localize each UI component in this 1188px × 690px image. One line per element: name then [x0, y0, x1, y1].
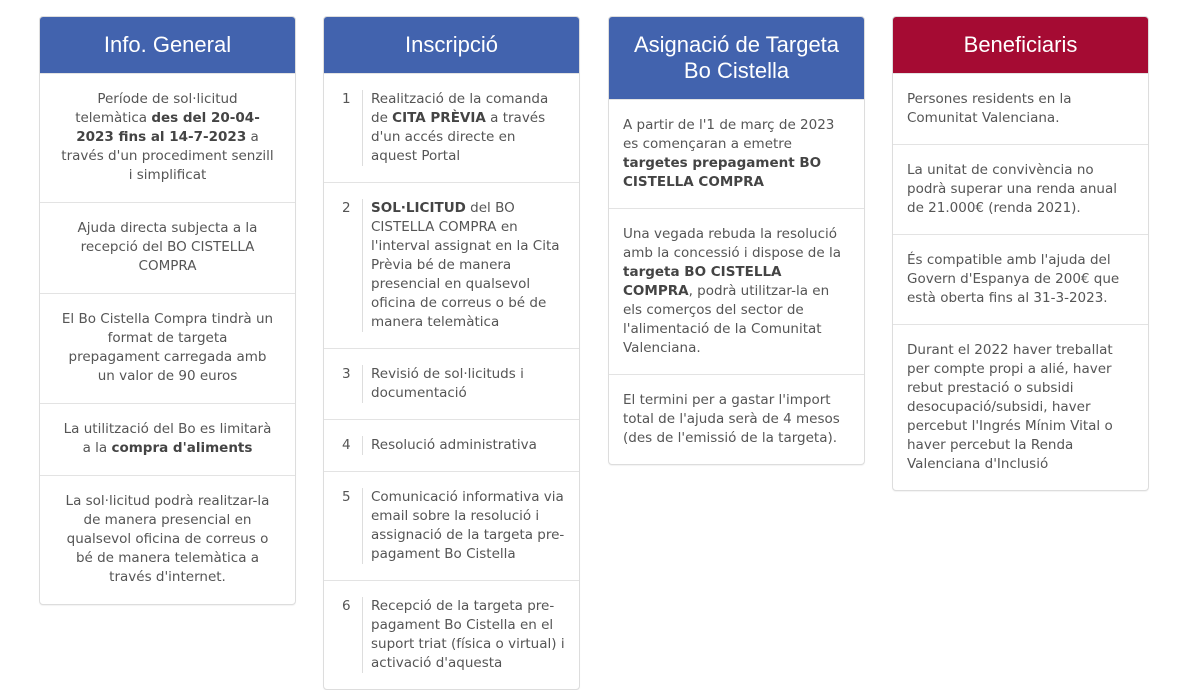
- step-text: Comunicació informativa via email sobre la resolució i assignació de la targeta pre-pagament Bo Cistella: [371, 489, 565, 562]
- step-number: 5: [342, 488, 363, 564]
- step-item: [324, 73, 579, 182]
- step-text: Recepció de la targeta pre-pagament Bo Cistella en el suport triat (física o virtual) i activació d'aquesta: [371, 598, 565, 671]
- step-number: 4: [342, 436, 363, 455]
- step-item: [324, 348, 579, 419]
- step-item: [324, 182, 579, 348]
- list-item: La utilització del Bo es limitarà a la compra d'aliments: [40, 403, 295, 475]
- list-item: El termini per a gastar l'import total de l'ajuda serà de 4 mesos (des de l'emissió de la targeta).: [609, 374, 864, 464]
- step-text: Resolució administrativa: [371, 437, 537, 453]
- step-number: 2: [342, 199, 363, 332]
- list-item: Persones residents en la Comunitat Valenciana.: [893, 73, 1148, 144]
- card-title-asignacio-targeta: Asignació de Targeta Bo Cistella: [609, 17, 864, 99]
- list-item: Una vegada rebuda la resolució amb la concessió i dispose de la targeta BO CISTELLA COMPRA, podrà utilitzar-la en els comerços del sector de l'alimentació de la Comunitat Valenciana.: [609, 208, 864, 374]
- list-item: És compatible amb l'ajuda del Govern d'Espanya de 200€ que està oberta fins al 31-3-2023.: [893, 234, 1148, 324]
- list-item: La sol·licitud podrà realitzar-la de manera presencial en qualsevol oficina de correus o bé de manera telemàtica a través d'internet.: [40, 475, 295, 604]
- card-title-info-general: Info. General: [40, 17, 295, 73]
- card-asignacio-targeta: [608, 16, 865, 465]
- step-number: 1: [342, 90, 363, 166]
- card-title-inscripcio: Inscripció: [324, 17, 579, 73]
- card-inscripcio: [323, 16, 580, 690]
- step-item: [324, 419, 579, 471]
- step-text: Realització de la comanda de CITA PRÈVIA a través d'un accés directe en aquest Portal: [371, 91, 549, 164]
- list-item: La unitat de convivència no podrà superar una renda anual de 21.000€ (renda 2021).: [893, 144, 1148, 234]
- list-item: El Bo Cistella Compra tindrà un format de targeta prepagament carregada amb un valor de 90 euros: [40, 293, 295, 403]
- step-text: SOL·LICITUD del BO CISTELLA COMPRA en l'interval assignat en la Cita Prèvia bé de manera presencial en qualsevol oficina de correus o bé de manera telemàtica: [371, 200, 560, 330]
- card-info-general: [39, 16, 296, 605]
- step-text: Revisió de sol·licituds i documentació: [371, 366, 524, 401]
- step-number: 6: [342, 597, 363, 673]
- step-item: [324, 580, 579, 689]
- step-item: [324, 471, 579, 580]
- card-beneficiaris: [892, 16, 1149, 491]
- list-item: Durant el 2022 haver treballat per compte propi a alié, haver rebut prestació o subsidi desocupació/subsidi, haver percebut l'Ingrés Mínim Vital o haver percebut la Renda Valenciana d'Inclusió: [893, 324, 1148, 490]
- list-item: Període de sol·licitud telemàtica des del 20-04-2023 fins al 14-7-2023 a través d'un procediment senzill i simplificat: [40, 73, 295, 202]
- list-item: A partir de l'1 de març de 2023 es començaran a emetre targetes prepagament BO CISTELLA COMPRA: [609, 99, 864, 208]
- list-item: Ajuda directa subjecta a la recepció del BO CISTELLA COMPRA: [40, 202, 295, 293]
- card-title-beneficiaris: Beneficiaris: [893, 17, 1148, 73]
- step-number: 3: [342, 365, 363, 403]
